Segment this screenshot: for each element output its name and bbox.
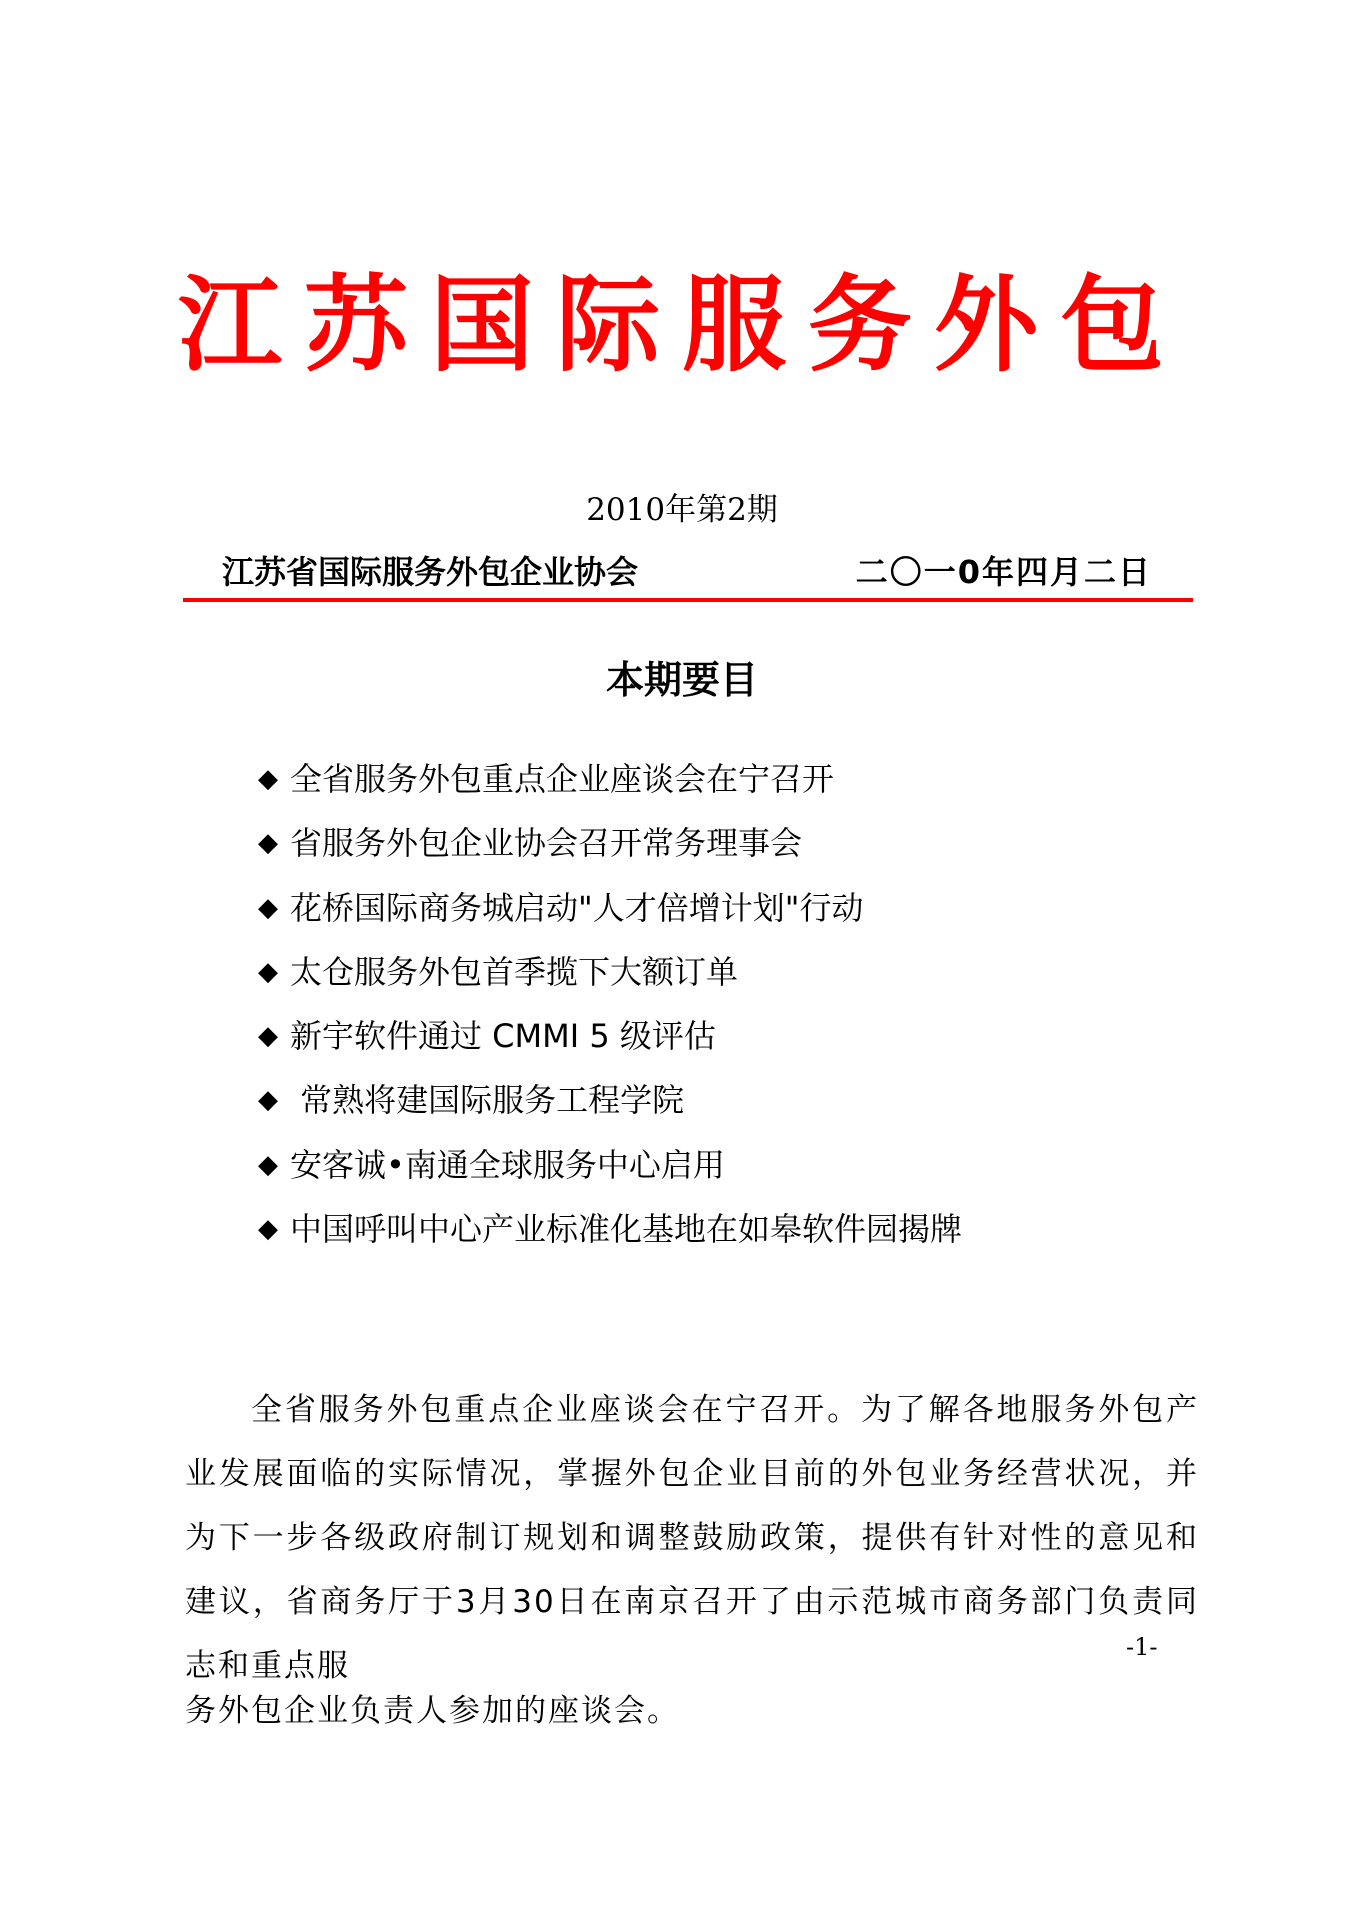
toc-item-text: 花桥国际商务城启动"人才倍增计划"行动 xyxy=(290,888,864,927)
diamond-bullet-icon: ◆ xyxy=(258,1085,278,1116)
diamond-bullet-icon: ◆ xyxy=(258,1021,278,1052)
body-paragraph-continued: 务外包企业负责人参加的座谈会。 xyxy=(185,1693,680,1729)
toc-item xyxy=(258,1073,1158,1137)
toc-list xyxy=(258,752,1158,1266)
toc-item xyxy=(258,752,1158,816)
diamond-bullet-icon: ◆ xyxy=(258,892,278,923)
toc-item-text: 安客诚•南通全球服务中心启用 xyxy=(290,1145,725,1184)
toc-item-text: 常熟将建国际服务工程学院 xyxy=(290,1081,685,1120)
diamond-bullet-icon: ◆ xyxy=(258,1214,278,1245)
toc-title: 本期要目 xyxy=(605,658,758,702)
toc-item xyxy=(258,1009,1158,1073)
page-number: -1- xyxy=(1126,1633,1158,1661)
toc-item xyxy=(258,881,1158,945)
toc-item-text: 省服务外包企业协会召开常务理事会 xyxy=(290,824,803,863)
toc-item-text: 中国呼叫中心产业标准化基地在如皋软件园揭牌 xyxy=(290,1210,963,1249)
toc-item-text: 太仓服务外包首季揽下大额订单 xyxy=(290,952,739,991)
toc-item xyxy=(258,1202,1158,1266)
publication-date: 二〇一0年四月二日 xyxy=(855,553,1152,591)
publisher-name: 江苏省国际服务外包企业协会 xyxy=(222,553,639,591)
toc-item xyxy=(258,816,1158,880)
publication-info-row xyxy=(222,550,1152,594)
toc-item-text: 新宇软件通过 CMMI 5 级评估 xyxy=(290,1017,716,1056)
toc-item xyxy=(258,1138,1158,1202)
toc-item-text: 全省服务外包重点企业座谈会在宁召开 xyxy=(290,760,835,798)
diamond-bullet-icon: ◆ xyxy=(258,956,278,987)
issue-number: 2010年第2期 xyxy=(586,492,778,528)
red-divider-line xyxy=(183,598,1193,602)
diamond-bullet-icon: ◆ xyxy=(258,764,278,794)
masthead-title: 江苏国际服务外包 xyxy=(177,263,1186,386)
diamond-bullet-icon: ◆ xyxy=(258,1149,278,1180)
body-paragraph: 全省服务外包重点企业座谈会在宁召开。为了解各地服务外包产业发展面临的实际情况，掌握外包企业目前的外包业务经营状况，并为下一步各级政府制订规划和调整鼓励政策，提供有针对性的意见和建议，省商务厅于3月30日在南京召开了由示范城市商务部门负责同志和重点服 xyxy=(185,1392,1199,1684)
diamond-bullet-icon: ◆ xyxy=(258,828,278,859)
toc-item xyxy=(258,945,1158,1009)
